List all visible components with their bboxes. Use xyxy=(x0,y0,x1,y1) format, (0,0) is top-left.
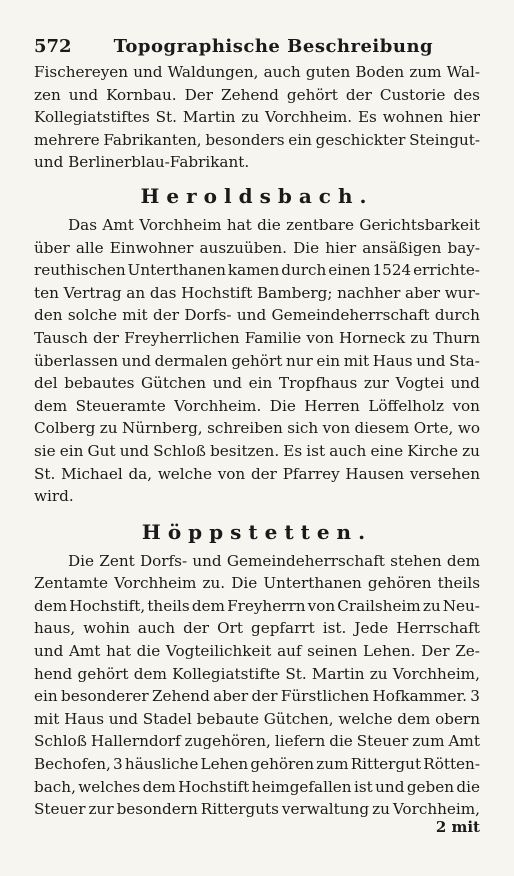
text-line: sie ein Gut und Schloß besitzen. Es ist auch eine Kirche zu xyxy=(34,441,480,460)
text-line: Das Amt Vorchheim hat die zentbare Gerichtsbarkeit xyxy=(68,215,480,234)
text-line: wird. xyxy=(34,487,74,506)
text-line: Bechofen, 3 häusliche Lehen gehören zum Rittergut Rötten- xyxy=(34,755,480,774)
text-line: über alle Einwohner auszuüben. Die hier ansäßigen bay- xyxy=(34,238,480,257)
section-heading-heroldsbach: Heroldsbach. xyxy=(140,183,374,208)
text-line: und Berlinerblau-Fabrikant. xyxy=(34,153,250,172)
text-line: Die Zent Dorfs- und Gemeindeherrschaft stehen dem xyxy=(68,551,480,570)
text-line: den solche mit der Dorfs- und Gemeindeherrschaft durch xyxy=(34,306,480,325)
page-number: 572 xyxy=(34,36,72,57)
text-line: zen und Kornbau. Der Zehend gehört der Custorie des xyxy=(34,85,480,104)
text-line: Colberg zu Nürnberg, schreiben sich von diesem Orte, wo xyxy=(34,419,480,438)
text-line: Schloß Hallerndorf zugehören, liefern die Steuer zum Amt xyxy=(34,732,480,751)
text-line: und Amt hat die Vogteilichkeit auf seinen Lehen. Der Ze- xyxy=(34,642,480,661)
text-line: St. Michael da, welche von der Pfarrey Hausen versehen xyxy=(34,464,480,483)
text-line: dem Steueramte Vorchheim. Die Herren Löffelholz von xyxy=(34,396,480,415)
text-line: Steuer zur besondern Ritterguts verwaltung zu Vorchheim, xyxy=(34,800,480,819)
text-line: ten Vertrag an das Hochstift Bamberg; nachher aber wur- xyxy=(34,283,480,302)
text-line: ein besonderer Zehend aber der Fürstlichen Hofkammer. 3 xyxy=(34,687,480,706)
text-line: bach, welches dem Hochstift heimgefallen ist und geben die xyxy=(34,777,480,796)
text-line: haus, wohin auch der Ort gepfarrt ist. Jede Herrschaft xyxy=(34,619,480,638)
text-line: Fischereyen und Waldungen, auch guten Boden zum Wal- xyxy=(34,63,480,81)
text-line: mehrere Fabrikanten, besonders ein geschickter Steingut- xyxy=(34,130,480,149)
text-line: mit Haus und Stadel bebaute Gütchen, welche dem obern xyxy=(34,709,480,728)
text-line: dem Hochstift, theils dem Freyherrn von Crailsheim zu Neu- xyxy=(34,596,480,615)
text-line: del bebautes Gütchen und ein Tropfhaus zur Vogtei und xyxy=(34,374,480,393)
text-line: Zentamte Vorchheim zu. Die Unterthanen gehören theils xyxy=(34,574,480,593)
text-line: hend gehört dem Kollegiatstifte St. Martin zu Vorchheim, xyxy=(34,664,480,683)
catchword: 2 mit xyxy=(435,818,480,836)
paragraph-continuation xyxy=(34,61,480,174)
text-line: Tausch der Freyherrlichen Familie von Horneck zu Thurn xyxy=(34,328,480,347)
text-line: überlassen und dermalen gehört nur ein mit Haus und Sta- xyxy=(34,351,480,370)
text-line: reuthischen Unterthanen kamen durch einen 1524 errichte- xyxy=(34,261,480,280)
paragraph-hoeppstetten xyxy=(34,550,480,821)
section-heading-hoeppstetten: Höppstetten. xyxy=(141,519,373,544)
page-header xyxy=(34,36,480,57)
paragraph-heroldsbach xyxy=(34,214,480,508)
text-line: Kollegiatstiftes St. Martin zu Vorchheim. Es wohnen hier xyxy=(34,108,480,127)
running-title: Topographische Beschreibung xyxy=(113,36,434,57)
